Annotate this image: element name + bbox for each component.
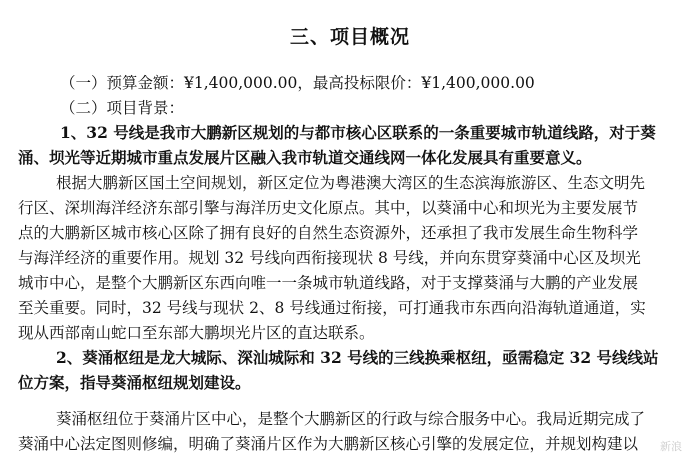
paragraph1-line7: 现从西部南山蛇口至东部大鹏坝光片区的直达联系。 [18, 324, 375, 342]
paragraph2-line2: 葵涌中心法定图则修编，明确了葵涌片区作为大鹏新区核心引擎的发展定位，并规划构建以 [18, 435, 639, 453]
point1-line1: 1、32 号线是我市大鹏新区规划的与都市核心区联系的一条重要城市轨道线路，对于葵 [60, 123, 656, 142]
paragraph1-line6: 至关重要。同时，32 号线与现状 2、8 号线通过衔接，可打通我市东西向沿海轨道通道，实 [18, 299, 646, 317]
section-title: 三、项目概况 [289, 26, 410, 48]
paragraph1-line2: 行区、深圳海洋经济东部引擎与海洋历史文化原点。其中，以葵涌中心和坝光为主要发展节 [18, 199, 639, 217]
paragraph1-line1: 根据大鹏新区国土空间规划，新区定位为粤港澳大湾区的生态滨海旅游区、生态文明先 [56, 174, 646, 192]
point2-line2: 位方案，指导葵涌枢纽规划建设。 [18, 373, 251, 392]
budget-line: （一）预算金额：¥1,400,000.00，最高投标限价：¥1,400,000.00 [60, 74, 535, 92]
paragraph1-line5: 城市中心，是整个大鹏新区东西向唯一一条城市轨道线路，对于支撑葵涌与大鹏的产业发展 [18, 274, 639, 292]
watermark: 新浪 [660, 440, 682, 453]
point2-line1: 2、葵涌枢纽是龙大城际、深汕城际和 32 号线的三线换乘枢纽，亟需稳定 32 号线线站 [56, 348, 659, 367]
paragraph1-line3: 点的大鹏新区城市核心区除了拥有良好的自然生态资源外，还承担了我市发展生命生物科学 [18, 224, 639, 242]
point1-line2: 涌、坝光等近期城市重点发展片区融入我市轨道交通线网一体化发展具有重要意义。 [18, 148, 592, 167]
paragraph1-line4: 与海洋经济的重要作用。规划 32 号线向西衔接现状 8 号线，并向东贯穿葵涌中心区及坝光 [18, 249, 641, 267]
paragraph2-line1: 葵涌枢纽位于葵涌片区中心，是整个大鹏新区的行政与综合服务中心。我局近期完成了 [56, 410, 646, 428]
background-heading: （二）项目背景： [60, 99, 185, 117]
